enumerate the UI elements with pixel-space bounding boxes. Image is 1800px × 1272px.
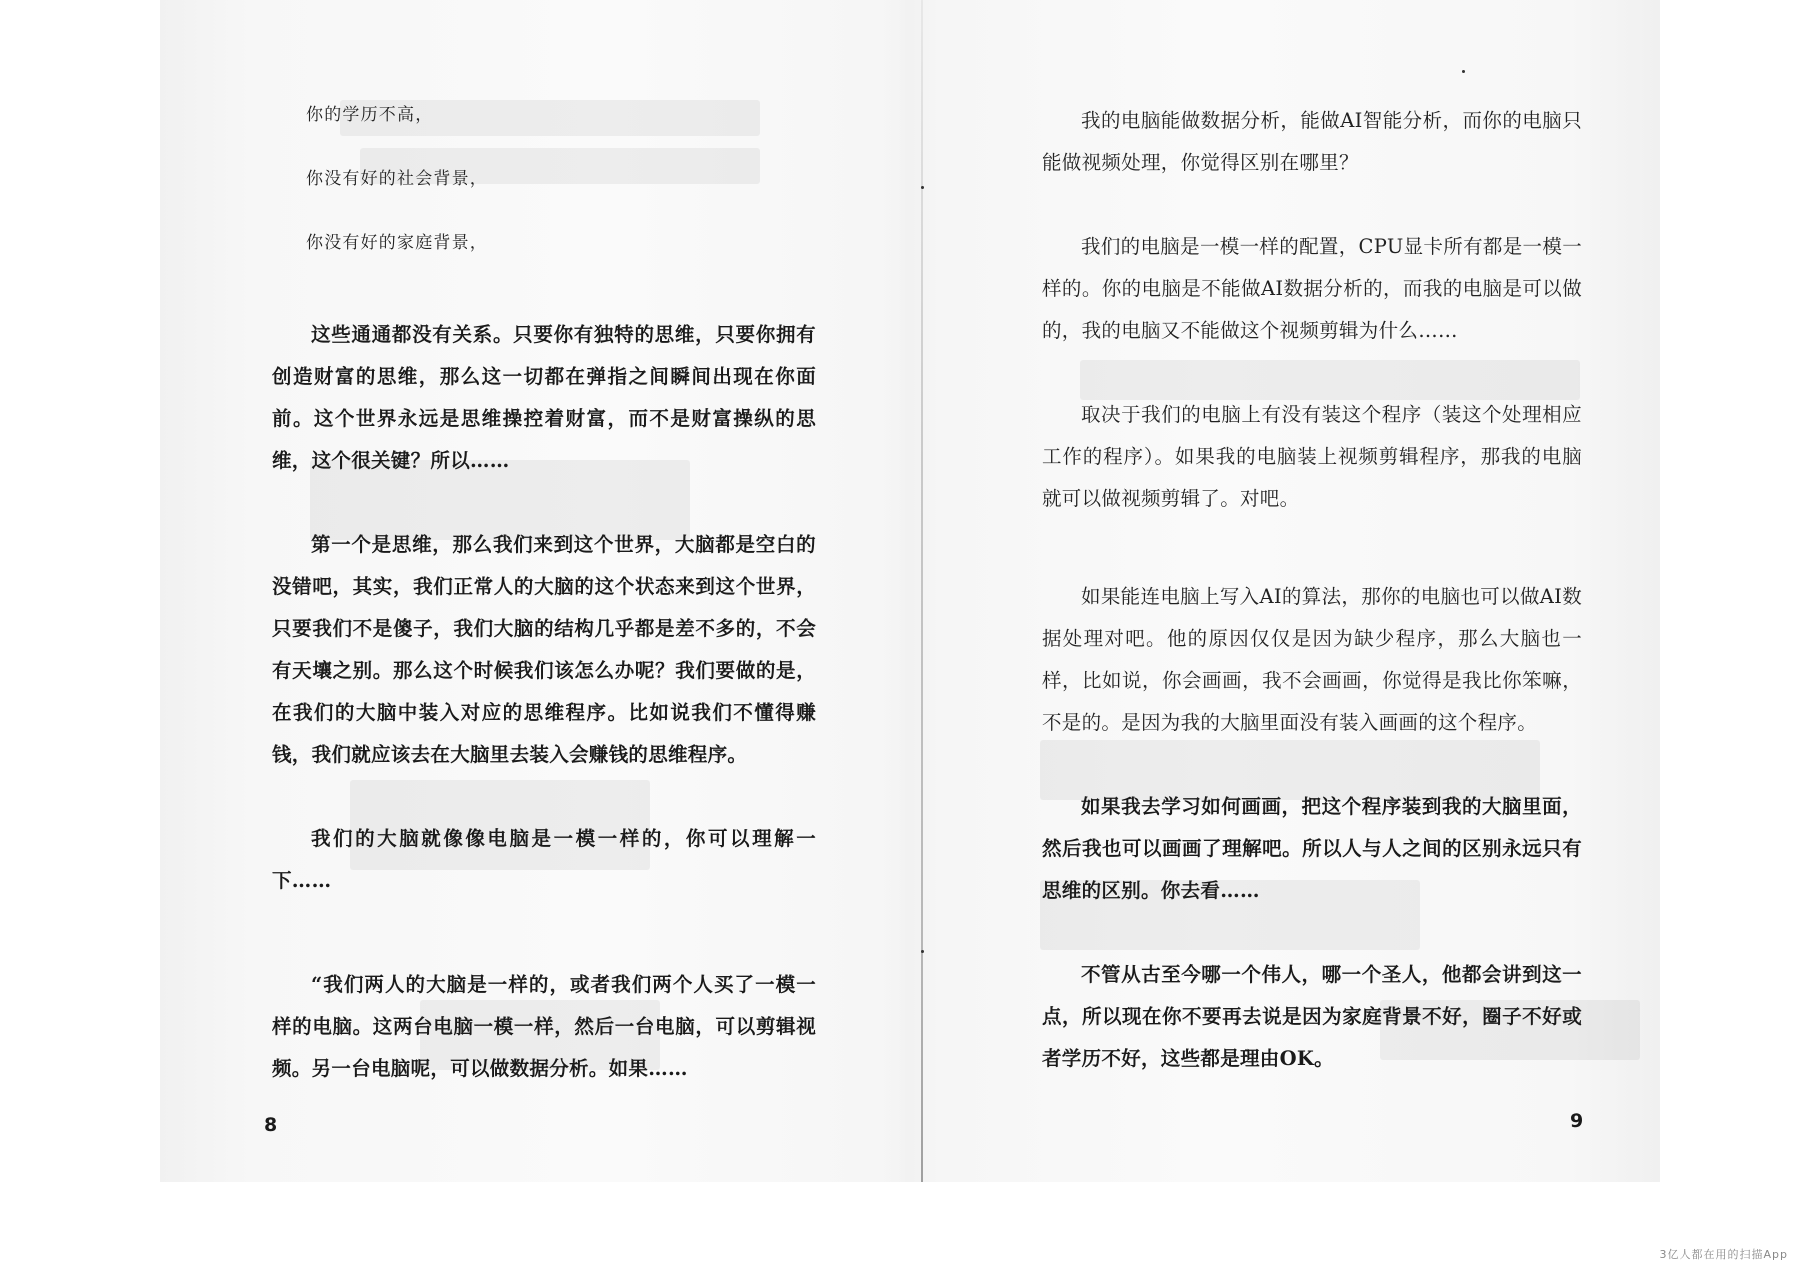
paragraph: 不管从古至今哪一个伟人，哪一个圣人，他都会讲到这一点，所以现在你不要再去说是因为家庭背景不好，圈子不好或者学历不好，这些都是理由OK。	[1042, 963, 1582, 1070]
paragraph: 你没有好的家庭背景，	[306, 233, 488, 253]
paragraph: 如果我去学习如何画画，把这个程序装到我的大脑里面，然后我也可以画画了理解吧。所以人与人之间的区别永远只有思维的区别。你去看……	[1042, 795, 1582, 902]
book-gutter	[921, 0, 923, 1182]
paragraph: 这些通通都没有关系。只要你有独特的思维，只要你拥有创造财富的思维，那么这一切都在弹指之间瞬间出现在你面前。这个世界永远是思维操控着财富，而不是财富操纵的思维，这个很关键？所以……	[272, 323, 816, 472]
page-number: 9	[1570, 1110, 1584, 1132]
paragraph: 我们的大脑就像像电脑是一模一样的，你可以理解一下……	[272, 827, 816, 892]
scan-speck	[1462, 70, 1465, 73]
right-page	[1042, 100, 1582, 1080]
scanner-app-watermark: 3亿人都在用的扫描App	[1659, 1248, 1788, 1261]
paragraph: “我们两人的大脑是一样的，或者我们两个人买了一模一样的电脑。这两台电脑一模一样，然后一台电脑，可以剪辑视频。另一台电脑呢，可以做数据分析。如果……	[272, 973, 816, 1080]
paragraph: 你的学历不高，	[306, 105, 434, 125]
paragraph: 如果能连电脑上写入AI的算法，那你的电脑也可以做AI数据处理对吧。他的原因仅仅是因为缺少程序，那么大脑也一样，比如说，你会画画，我不会画画，你觉得是我比你笨嘛，不是的。是因为我的大脑里面没有装入画画的这个程序。	[1042, 585, 1582, 734]
scan-speck	[921, 950, 924, 953]
left-page	[272, 100, 816, 1090]
page-number: 8	[264, 1114, 278, 1136]
paragraph: 我的电脑能做数据分析，能做AI智能分析，而你的电脑只能做视频处理，你觉得区别在哪里？	[1042, 109, 1582, 174]
paragraph: 取决于我们的电脑上有没有装这个程序（装这个处理相应工作的程序）。如果我的电脑装上视频剪辑程序，那我的电脑就可以做视频剪辑了。对吧。	[1042, 403, 1582, 510]
scan-speck	[921, 186, 924, 189]
paragraph: 你没有好的社会背景，	[306, 169, 488, 189]
paragraph: 我们的电脑是一模一样的配置，CPU显卡所有都是一模一样的。你的电脑是不能做AI数据分析的，而我的电脑是可以做的，我的电脑又不能做这个视频剪辑为什么……	[1042, 235, 1582, 342]
paragraph: 第一个是思维，那么我们来到这个世界，大脑都是空白的没错吧，其实，我们正常人的大脑的这个状态来到这个世界，只要我们不是傻子，我们大脑的结构几乎都是差不多的，不会有天壤之别。那么这个时候我们该怎么办呢？我们要做的是，在我们的大脑中装入对应的思维程序。比如说我们不懂得赚钱，我们就应该去在大脑里去装入会赚钱的思维程序。	[272, 533, 816, 766]
